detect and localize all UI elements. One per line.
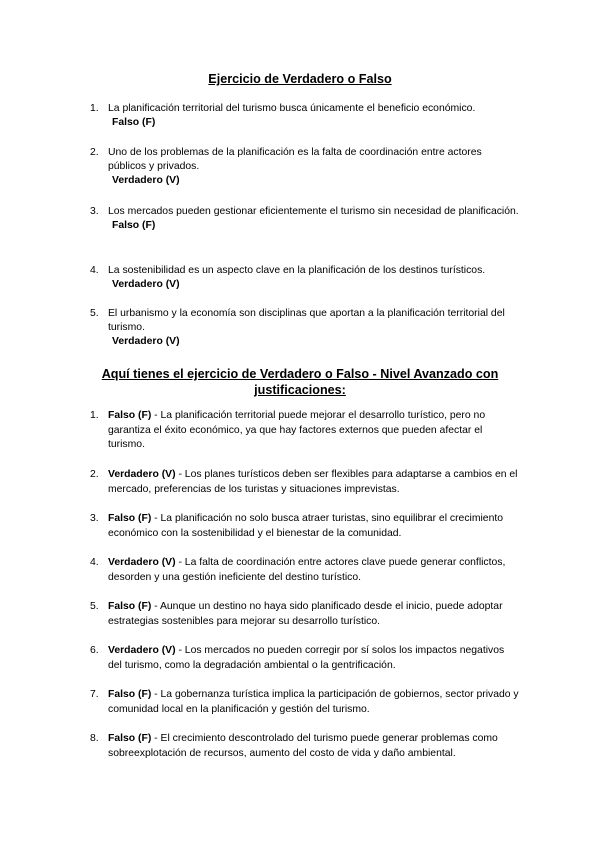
item-verdict: Falso (F): [108, 410, 152, 421]
item-number: 1.: [90, 103, 99, 114]
item-justification: - La gobernanza turística implica la participación de gobiernos, sector privado y comunidad local en la planificación y gestión del turismo.: [108, 689, 519, 715]
item-justification: - La planificación no solo busca atraer turistas, sino equilibrar el crecimiento económico con la sostenibilidad y el bienestar de la comunidad.: [108, 513, 504, 539]
item-justification: - Los mercados no pueden corregir por sí solos los impactos negativos del turismo, como la degradación ambiental o la gentrificación.: [108, 645, 505, 671]
item-answer: Verdadero (V): [112, 175, 180, 186]
item-number: 4.: [90, 557, 99, 568]
item-number: 1.: [90, 410, 99, 421]
item-number: 3.: [90, 206, 99, 217]
item-number: 8.: [90, 733, 99, 744]
item-justification: - Aunque un destino no haya sido planificado desde el inicio, puede adoptar estrategias sostenibles para mejorar su desarrollo turístico.: [108, 601, 503, 627]
item-statement: Los mercados pueden gestionar eficientemente el turismo sin necesidad de planificación.: [108, 206, 519, 217]
item-answer: Verdadero (V): [112, 279, 180, 290]
item-answer: Falso (F): [112, 117, 156, 128]
item-justification: - Los planes turísticos deben ser flexibles para adaptarse a cambios en el mercado, preferencias de los turistas y situaciones imprevistas.: [108, 469, 518, 495]
item-statement: Uno de los problemas de la planificación es la falta de coordinación entre actores públicos y privados.: [108, 147, 482, 172]
item-statement: La planificación territorial del turismo busca únicamente el beneficio económico.: [108, 103, 476, 114]
item-statement: La sostenibilidad es un aspecto clave en la planificación de los destinos turísticos.: [108, 265, 486, 276]
item-justification: - La planificación territorial puede mejorar el desarrollo turístico, pero no garantiza el éxito económico, ya que hay factores externos que pueden afectar el turismo.: [108, 410, 486, 450]
item-answer: Falso (F): [112, 220, 156, 231]
item-justification: - La falta de coordinación entre actores clave puede generar conflictos, desorden y una gestión ineficiente del destino turístico.: [108, 557, 506, 583]
item-verdict: Falso (F): [108, 601, 152, 612]
item-justification: - El crecimiento descontrolado del turismo puede generar problemas como sobreexplotación de recursos, aumento del costo de vida y daño ambiental.: [108, 733, 498, 759]
item-statement: El urbanismo y la economía son disciplinas que aportan a la planificación territorial del turismo.: [108, 308, 505, 333]
item-answer: Verdadero (V): [112, 336, 180, 347]
item-number: 7.: [90, 689, 99, 700]
item-number: 2.: [90, 469, 99, 480]
item-number: 3.: [90, 513, 99, 524]
item-verdict: Falso (F): [108, 513, 152, 524]
item-number: 5.: [90, 308, 99, 319]
item-verdict: Verdadero (V): [108, 557, 176, 568]
item-number: 5.: [90, 601, 99, 612]
item-verdict: Verdadero (V): [108, 469, 176, 480]
section2-title: Aquí tienes el ejercicio de Verdadero o Falso - Nivel Avanzado con justificaciones:: [101, 367, 499, 397]
section1-title: Ejercicio de Verdadero o Falso: [208, 72, 392, 86]
item-number: 6.: [90, 645, 99, 656]
item-number: 4.: [90, 265, 99, 276]
item-verdict: Falso (F): [108, 733, 152, 744]
item-verdict: Falso (F): [108, 689, 152, 700]
item-number: 2.: [90, 147, 99, 158]
item-verdict: Verdadero (V): [108, 645, 176, 656]
